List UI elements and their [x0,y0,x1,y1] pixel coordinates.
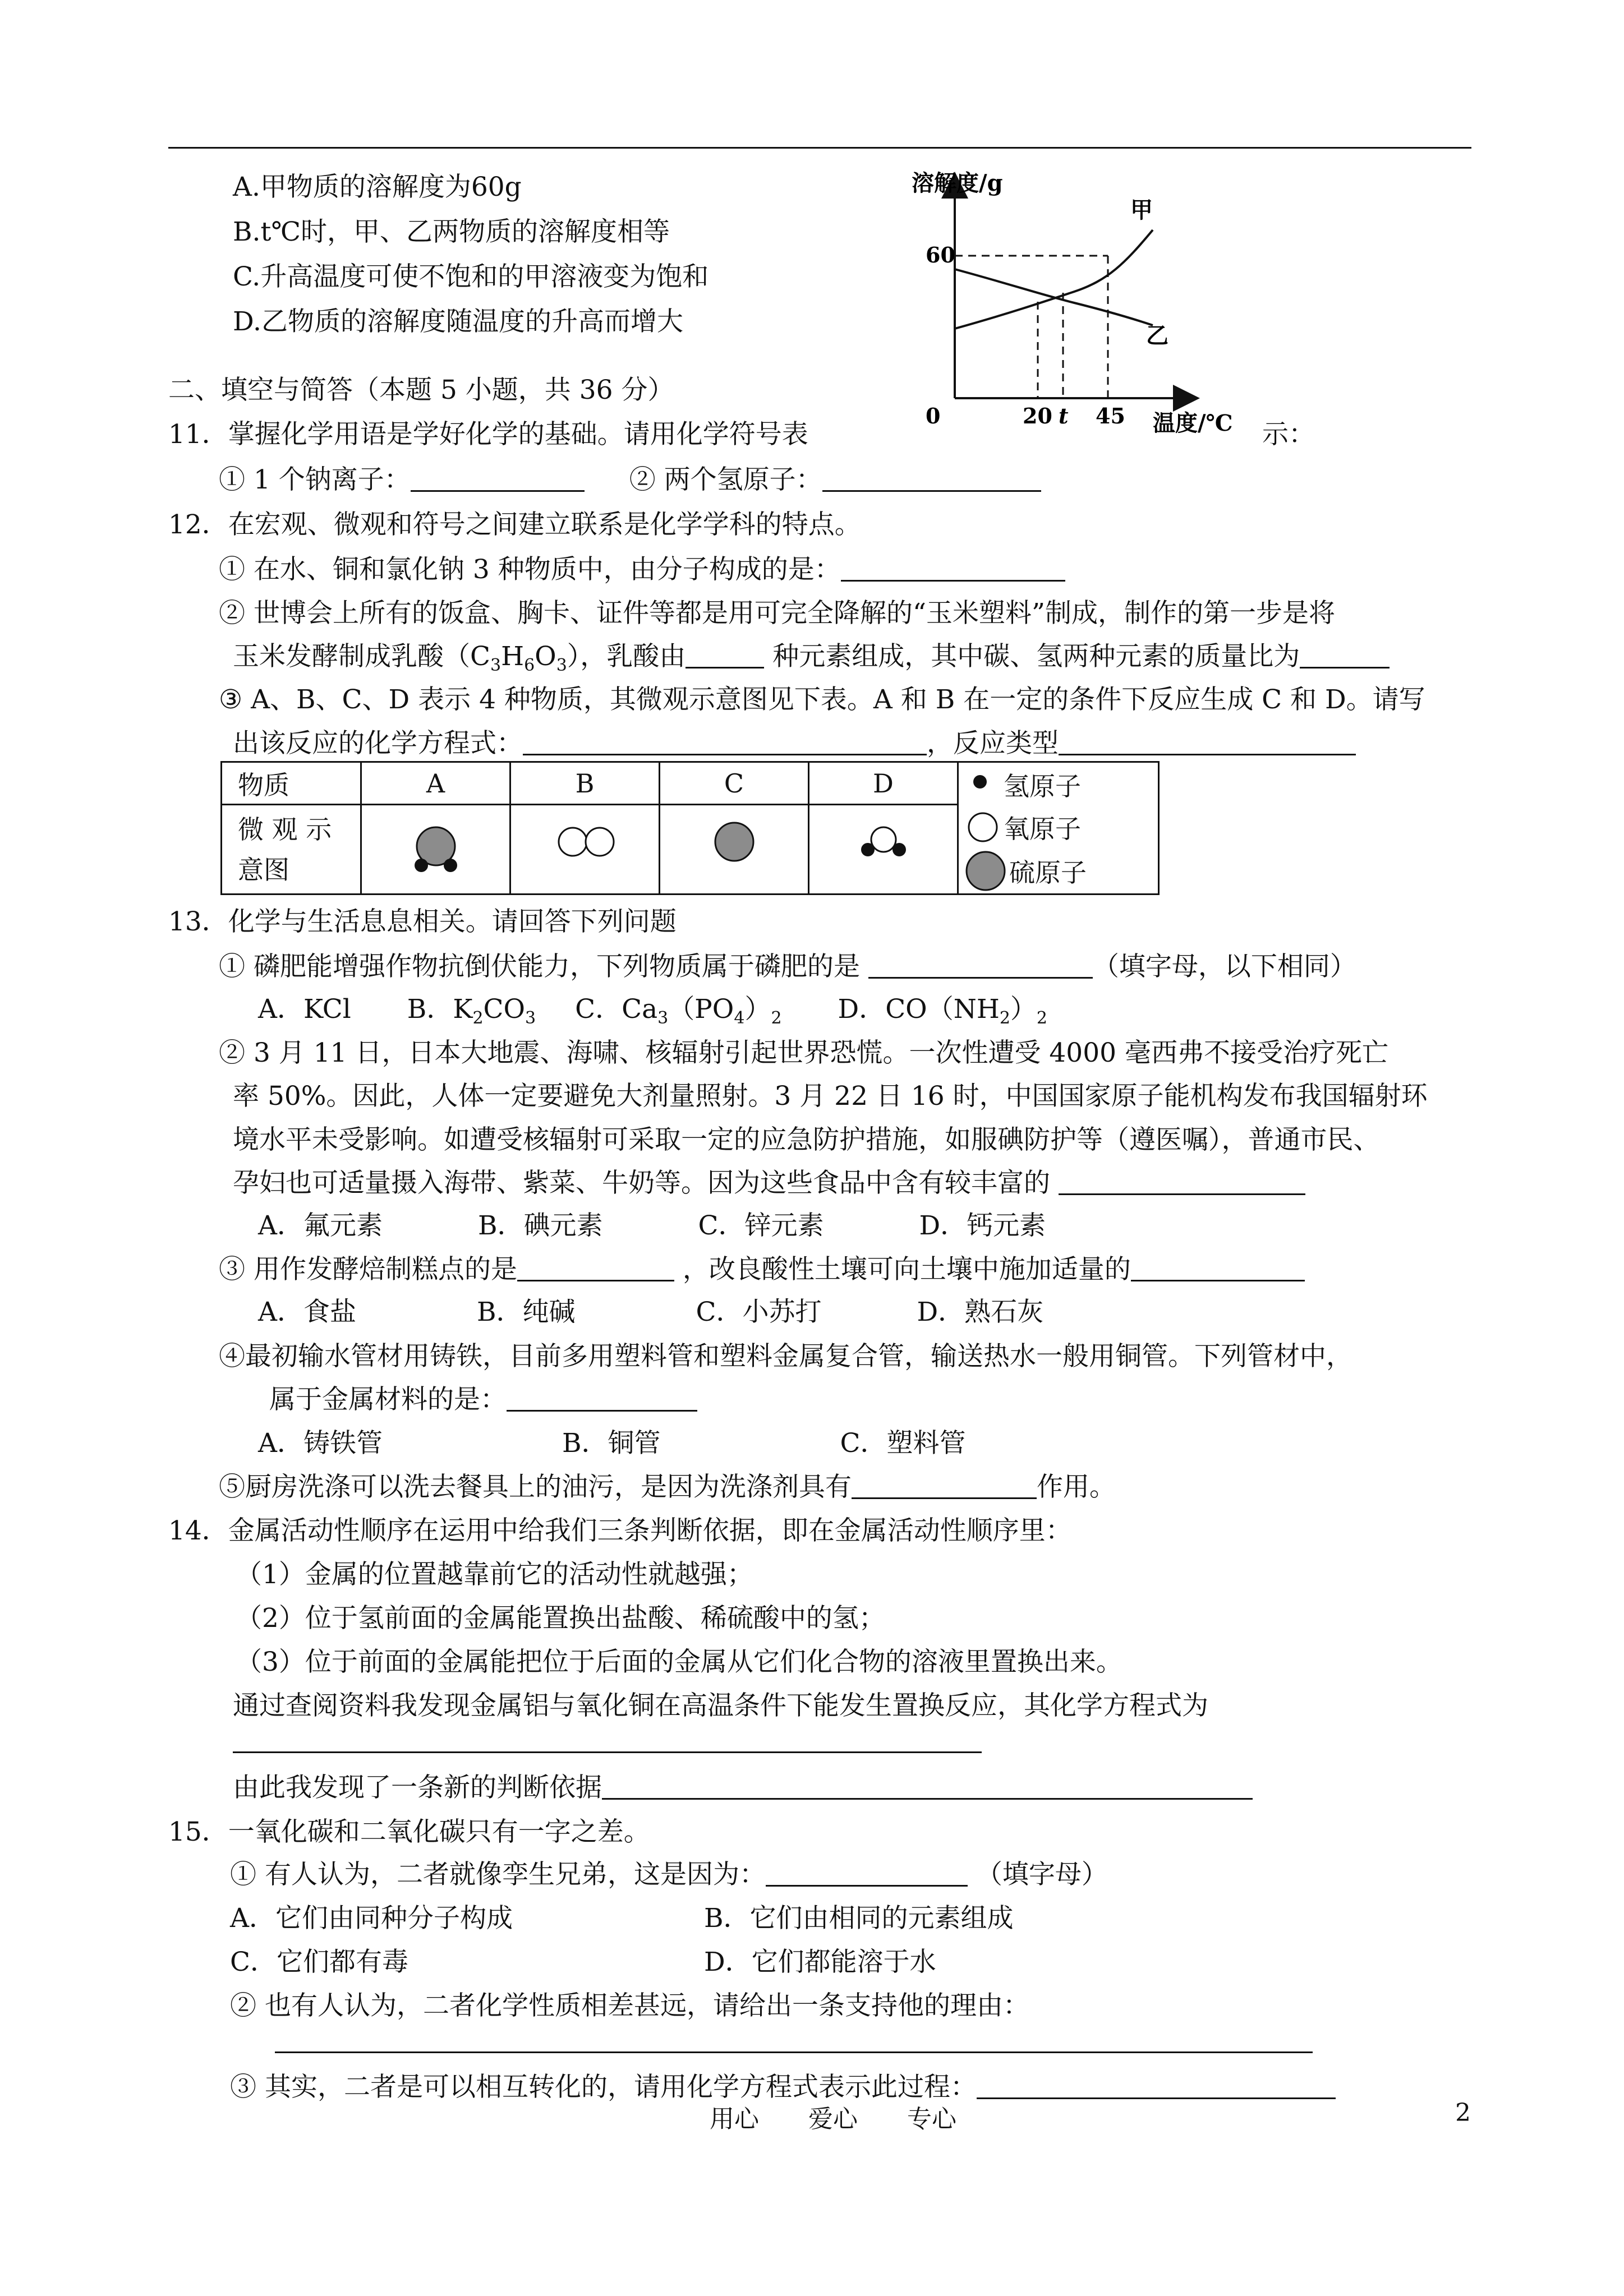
q15-blank-difference[interactable] [275,2051,1313,2053]
q13-part-2-line1: ② 3 月 11 日，日本大地震、海啸、核辐射引起世界恐慌。一次性遭受 4000 毫西弗不接受治疗死亡 [219,1038,1388,1068]
q11-stem-tail: 示： [1262,419,1315,450]
o2-molecule-icon [546,813,624,880]
table-header-a: A [361,762,510,805]
q13-part-2-line3: 境水平未受影响。如遭受核辐射可采取一定的应急防护措施，如服碘防护等（遵医嘱），普通市民、 [233,1124,1380,1155]
solubility-graph [895,168,1233,436]
q14-rule-1: （1）金属的位置越靠前它的活动性就越强； [236,1559,753,1590]
q13-blank-soil[interactable] [1131,1255,1305,1281]
q15-option-c: C．它们都有毒 [230,1947,408,1977]
q14-rule-2: （2）位于氢前面的金属能置换出盐酸、稀硫酸中的氢； [236,1603,885,1634]
q12-blank-reaction-type[interactable] [1059,729,1356,755]
sulfur-molecule-icon [695,813,774,880]
q13-part-1: ① 磷肥能增强作物抗倒伏能力，下列物质属于磷肥的是 （填字母，以下相同） [219,951,1356,982]
q15-part-2: ② 也有人认为，二者化学性质相差甚远，请给出一条支持他的理由： [230,1990,1029,2021]
q13-part-2-options: A．氟元素 B．碘元素 C．锌元素 D．钙元素 [258,1210,1046,1241]
q13-part-2-line4: 孕妇也可适量摄入海带、紫菜、牛奶等。因为这些食品中含有较丰富的 [233,1167,1305,1200]
footer-motto: 用心 爱心 专心 [710,2105,956,2133]
q13-blank-phosphate[interactable] [868,952,1093,979]
q12-part-2-line1: ② 世博会上所有的饭盒、胸卡、证件等都是用可完全降解的“玉米塑料”制成，制作的第一步是将 [219,598,1335,629]
origin-label: 0 [926,403,941,428]
molecule-c [660,805,809,895]
q13-part-3: ③ 用作发酵焙制糕点的是 ，改良酸性土壤可向土壤中施加适量的 [219,1253,1305,1287]
q13-part-4-options: A．铸铁管 B．铜管 C．塑料管 [258,1428,966,1459]
q15-part-1: ① 有人认为，二者就像孪生兄弟，这是因为： （填字母） [230,1859,1108,1890]
q10-option-d: D.乙物质的溶解度随温度的升高而增大 [233,306,683,337]
q14-rule-3: （3）位于前面的金属能把位于后面的金属从它们化合物的溶液里置换出来。 [236,1647,1122,1677]
q13-stem: 13．化学与生活息息相关。请回答下列问题 [168,906,677,937]
q15-stem: 15．一氧化碳和二氧化碳只有一字之差。 [168,1816,650,1847]
section-2-heading: 二、填空与简答（本题 5 小题，共 36 分） [168,375,674,405]
q11-blank-2[interactable] [822,465,1041,492]
q13-blank-emulsify[interactable] [852,1473,1037,1499]
molecule-b [510,805,660,895]
q12-blank-elements[interactable] [686,642,764,668]
q10-option-c: C.升高温度可使不饱和的甲溶液变为饱和 [233,261,709,292]
q14-blank-equation[interactable] [233,1751,982,1753]
q14-prompt: 通过查阅资料我发现金属铝与氧化铜在高温条件下能发生置换反应，其化学方程式为 [233,1690,1208,1721]
x-axis-label: 温度/℃ [1153,410,1233,436]
q13-blank-element[interactable] [1059,1169,1305,1195]
curve-yi-label: 乙 [1146,322,1168,349]
q15-blank-reason[interactable] [766,1860,968,1887]
q13-part-1-options: A．KCl B．$K_2CO_3$ C．$Ca_3(PO_4)_2$ D．$CO(NH_2)_2$ [258,994,1048,1028]
molecule-d [809,805,958,895]
molecule-table [220,761,1160,895]
molecule-a [361,805,510,895]
q15-option-a: A．它们由同种分子构成 [230,1903,513,1934]
q15-part-3: ③ 其实，二者是可以相互转化的，请用化学方程式表示此过程： [230,2071,1336,2104]
q12-blank-molecules[interactable] [841,555,1065,582]
q13-part-3-options: A．食盐 B．纯碱 C．小苏打 D．熟石灰 [258,1297,1044,1327]
legend-hydrogen: 氢原子 [1004,771,1081,801]
header-rule [168,147,1471,149]
x-tick-20: 20 [1023,403,1052,428]
table-header-substance: 物质 [222,762,361,805]
table-row-label: 微 观 示 意图 [222,805,361,895]
q12-blank-ratio[interactable] [1300,642,1390,668]
q13-part-4-line2: 属于金属材料的是： [269,1383,697,1417]
table-header-d: D [809,762,958,805]
curve-jia-label: 甲 [1130,197,1153,223]
q14-conclusion: 由此我发现了一条新的判断依据 [233,1771,1253,1805]
q10-option-a: A.甲物质的溶解度为60g [233,172,522,202]
q13-part-2-line2: 率 50%。因此，人体一定要避免大剂量照射。3 月 22 日 16 时，中国国家原子能机构发布我国辐射环 [233,1081,1428,1112]
q11-blank-1[interactable] [411,465,585,492]
q15-option-b: B．它们由相同的元素组成 [704,1903,1014,1934]
page-number: 2 [1455,2099,1471,2127]
q12-part-3-line2: 出该反应的化学方程式： ，反应类型 [233,727,1356,760]
q13-part-4-line1: ④最初输水管材用铸铁，目前多用塑料管和塑料金属复合管，输送热水一般用铜管。下列管材中， [219,1341,1352,1372]
q13-blank-baking[interactable] [517,1255,674,1281]
legend-oxygen: 氧原子 [1004,813,1081,844]
q10-option-b: B.t℃时，甲、乙两物质的溶解度相等 [233,216,670,247]
q14-stem: 14．金属活动性顺序在运用中给我们三条判断依据，即在金属活动性顺序里： [168,1515,1072,1546]
q12-stem: 12．在宏观、微观和符号之间建立联系是化学学科的特点。 [168,509,861,540]
q11-item-1: ① 1 个钠离子： ② 两个氢原子： [219,463,1041,497]
legend-cell [958,762,1159,895]
q15-option-d: D．它们都能溶于水 [704,1947,936,1977]
table-header-c: C [660,762,809,805]
y-tick-60: 60 [926,242,955,268]
h2s-molecule-icon [397,813,475,880]
legend-sulfur: 硫原子 [1009,857,1087,888]
q13-blank-metal[interactable] [507,1385,697,1412]
q14-blank-rule[interactable] [602,1773,1253,1800]
oxygen-atom-icon [964,808,1004,847]
curve-jia [955,230,1153,329]
q12-part-3-line1: ③ A、B、C、D 表示 4 种物质，其微观示意图见下表。A 和 B 在一定的条件下反应生成 C 和 D。请写 [219,684,1425,715]
q15-blank-conversion[interactable] [977,2073,1336,2099]
q12-part-1: ① 在水、铜和氯化钠 3 种物质中，由分子构成的是： [219,553,1065,587]
x-tick-45: 45 [1096,403,1125,428]
q11-stem: 11．掌握化学用语是学好化学的基础。请用化学符号表 [168,419,808,450]
hydrogen-atom-icon [964,765,1004,804]
q13-part-5: ⑤厨房洗涤可以洗去餐具上的油污，是因为洗涤剂具有 作用。 [219,1472,1116,1502]
x-tick-t: t [1059,403,1069,428]
table-header-b: B [510,762,660,805]
q12-part-2-line2: 玉米发酵制成乳酸$(C_3H_6O_3)$，乳酸由 种元素组成，其中碳、氢两种元素的质量比为 [233,640,1390,683]
sulfur-atom-icon [964,849,1009,893]
h2o-molecule-icon [844,813,923,880]
y-axis-label: 溶解度/g [912,170,1003,196]
q12-blank-equation[interactable] [523,729,927,755]
